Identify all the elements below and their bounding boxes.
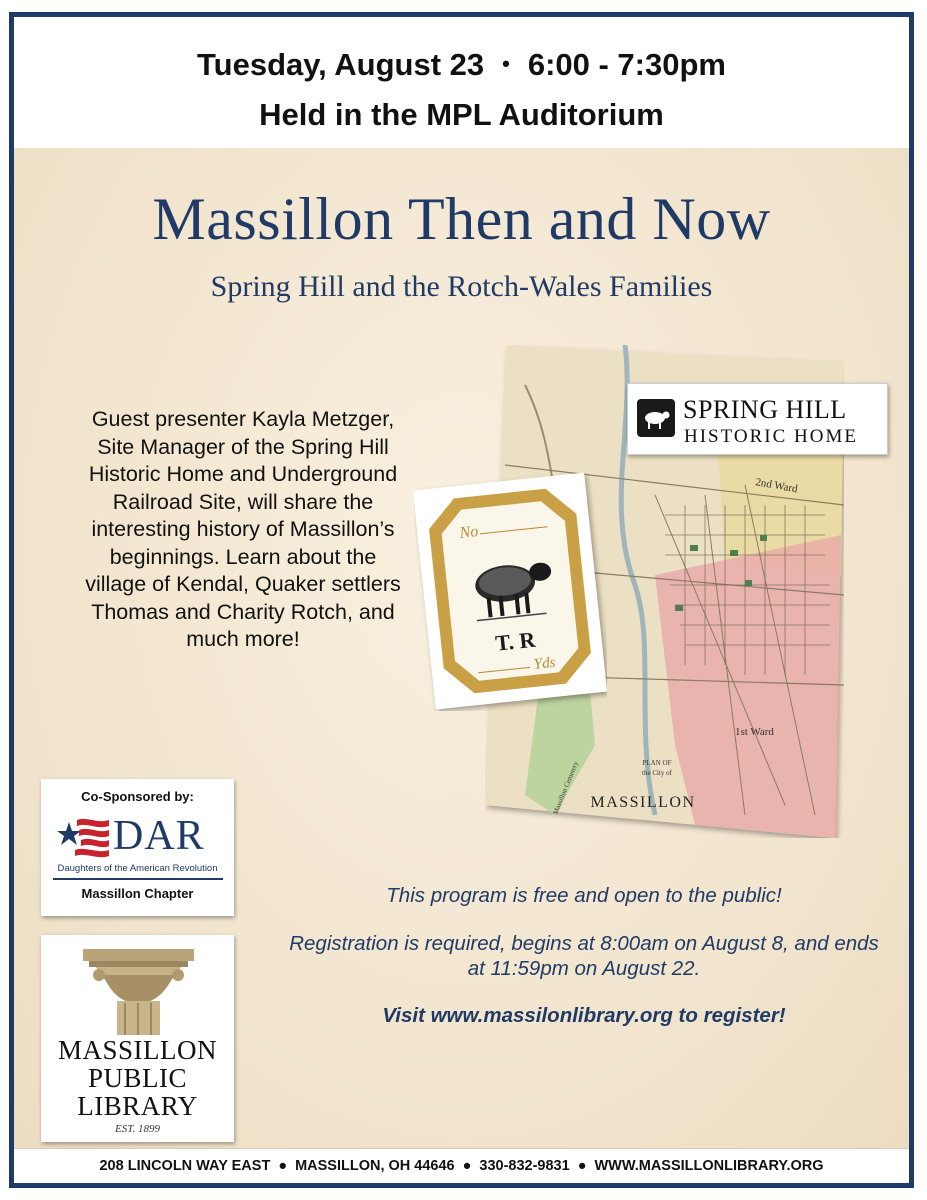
program-description: Guest presenter Kayla Metzger, Site Manager of the Spring Hill Historic Home and Underground Railroad Site, will share the interesting history of Massillon’s beginnings. Learn about the village of Kendal, Quaker settlers Thomas and Charity Rotch, and much more! (85, 407, 401, 651)
dar-chapter: Massillon Chapter (81, 886, 194, 901)
footer-website: WWW.MASSILLONLIBRARY.ORG (594, 1158, 824, 1174)
wool-tag-image (414, 471, 607, 711)
map-ward-1-label: 1st Ward (735, 726, 774, 738)
footer-separator: ● (278, 1158, 288, 1174)
footer-city: MASSILLON, OH 44646 (295, 1158, 455, 1174)
page-title: Massillon Then and Now (152, 186, 771, 252)
column-capital-icon (81, 945, 196, 1035)
registration-note: Registration is required, begins at 8:00am on August 8, and ends at 11:59pm on August 22. (289, 932, 879, 980)
dar-logo-text: DAR (113, 813, 205, 859)
footer-contact-bar (14, 1148, 909, 1184)
event-time: 6:00 - 7:30pm (527, 47, 726, 82)
cosponsor-heading: Co-Sponsored by: (81, 789, 194, 804)
sheep-badge-icon (637, 399, 675, 437)
footer-separator: ● (577, 1158, 587, 1174)
flyer-frame (9, 12, 914, 1188)
tag-initials: T. R (494, 626, 537, 656)
map-cemetery-label: Massillon Cemetery (551, 760, 581, 816)
event-location: Held in the MPL Auditorium (259, 97, 664, 132)
page-subtitle: Spring Hill and the Rotch-Wales Families (210, 270, 713, 303)
footer-separator: ● (462, 1158, 472, 1174)
free-program-note: This program is free and open to the public! (386, 884, 782, 907)
dar-full-name: Daughters of the American Revolution (57, 863, 218, 874)
spring-hill-logo-line1: SPRING HILL (683, 395, 847, 424)
map-city-of-label: the City of (642, 769, 672, 777)
library-name-line2: PUBLIC (87, 1063, 188, 1093)
event-date-time (14, 47, 909, 83)
dar-flag-icon (55, 814, 111, 860)
library-name-line3: LIBRARY (77, 1091, 198, 1121)
footer-address: 208 LINCOLN WAY EAST (99, 1158, 271, 1174)
register-cta: Visit www.massilonlibrary.org to register! (382, 1004, 786, 1027)
spring-hill-logo-line2: HISTORIC HOME (684, 426, 858, 447)
library-established: EST. 1899 (114, 1123, 161, 1135)
library-name-line1: MASSILLON (57, 1035, 217, 1065)
map-ward-2-label: 2nd Ward (754, 476, 799, 496)
event-date: Tuesday, August 23 (197, 47, 485, 82)
tag-no-label: No (458, 523, 480, 542)
event-bullet: • (502, 51, 510, 76)
footer-phone: 330-832-9831 (479, 1158, 570, 1174)
tag-yds-label: Yds (533, 654, 557, 673)
map-plan-label: PLAN OF (642, 759, 672, 767)
spring-hill-logo (627, 383, 888, 455)
dar-divider (53, 878, 223, 880)
cosponsor-card (41, 779, 234, 916)
map-city-label: MASSILLON (590, 794, 696, 811)
library-logo-card (41, 935, 234, 1142)
